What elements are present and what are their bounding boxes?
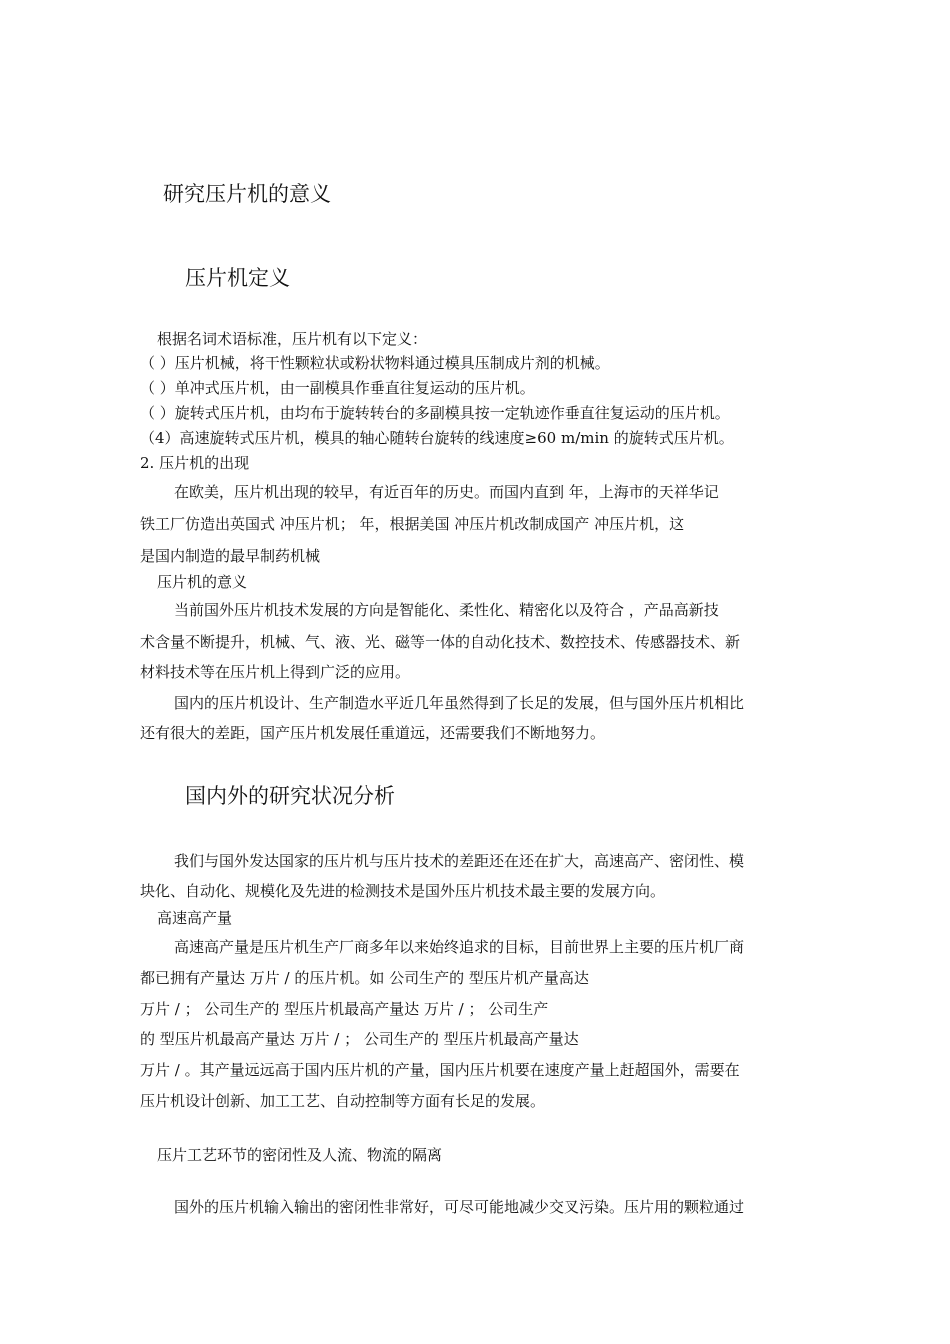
paragraph-line: 术含量不断提升，机械、气、液、光、磁等一体的自动化技术、数控技术、传感器技术、新 <box>140 633 741 651</box>
paragraph-line: 是国内制造的最早制药机械 <box>140 547 321 565</box>
document-title: 研究压片机的意义 <box>163 182 331 206</box>
section-heading-emergence: 2. 压片机的出现 <box>140 454 250 472</box>
paragraph-line: 国外的压片机输入输出的密闭性非常好，可尽可能地减少交叉污染。压片用的颗粒通过 <box>174 1198 745 1216</box>
paragraph-line: 材料技术等在压片机上得到广泛的应用。 <box>140 663 411 681</box>
paragraph-line: 万片 / ； 公司生产的 型压片机最高产量达 万片 / ； 公司生产 <box>140 1000 549 1018</box>
paragraph-line: 块化、自动化、规模化及先进的检测技术是国外压片机技术最主要的发展方向。 <box>140 882 666 900</box>
definition-item: （ ）旋转式压片机，由均布于旋转转台的多副模具按一定轨迹作垂直往复运动的压片机。 <box>140 404 730 422</box>
paragraph-line: 还有很大的差距，国产压片机发展任重道远，还需要我们不断地努力。 <box>140 724 606 742</box>
paragraph-line: 的 型压片机最高产量达 万片 / ； 公司生产的 型压片机最高产量达 <box>140 1030 579 1048</box>
section-heading-high-speed: 高速高产量 <box>157 909 233 927</box>
paragraph-line: 铁工厂仿造出英国式 冲压片机； 年，根据美国 冲压片机改制成国产 冲压片机，这 <box>140 515 685 533</box>
section-heading-sealing: 压片工艺环节的密闭性及人流、物流的隔离 <box>157 1146 443 1164</box>
definition-intro: 根据名词术语标准，压片机有以下定义： <box>157 330 428 348</box>
paragraph-line: 都已拥有产量达 万片 / 的压片机。如 公司生产的 型压片机产量高达 <box>140 969 589 987</box>
section-heading-definition: 压片机定义 <box>185 266 290 290</box>
paragraph-line: 国内的压片机设计、生产制造水平近几年虽然得到了长足的发展，但与国外压片机相比 <box>174 694 745 712</box>
definition-item: （ ）单冲式压片机，由一副模具作垂直往复运动的压片机。 <box>140 379 535 397</box>
definition-item: （ ）压片机械，将干性颗粒状或粉状物料通过模具压制成片剂的机械。 <box>140 354 610 372</box>
section-heading-significance: 压片机的意义 <box>157 573 248 591</box>
section-heading-research-status: 国内外的研究状况分析 <box>185 784 395 808</box>
paragraph-line: 在欧美，压片机出现的较早，有近百年的历史。而国内直到 年，上海市的天祥华记 <box>174 483 719 501</box>
paragraph-line: 万片 / 。其产量远远高于国内压片机的产量，国内压片机要在速度产量上赶超国外，需要在 <box>140 1061 740 1079</box>
definition-item: （4）高速旋转式压片机，模具的轴心随转台旋转的线速度≥60 m/min 的旋转式压片机。 <box>140 429 734 447</box>
paragraph-line: 当前国外压片机技术发展的方向是智能化、柔性化、精密化以及符合 ，产品高新技 <box>174 601 719 619</box>
paragraph-line: 我们与国外发达国家的压片机与压片技术的差距还在还在扩大，高速高产、密闭性、模 <box>174 852 745 870</box>
paragraph-line: 压片机设计创新、加工工艺、自动控制等方面有长足的发展。 <box>140 1092 546 1110</box>
paragraph-line: 高速高产量是压片机生产厂商多年以来始终追求的目标，目前世界上主要的压片机厂商 <box>174 938 745 956</box>
